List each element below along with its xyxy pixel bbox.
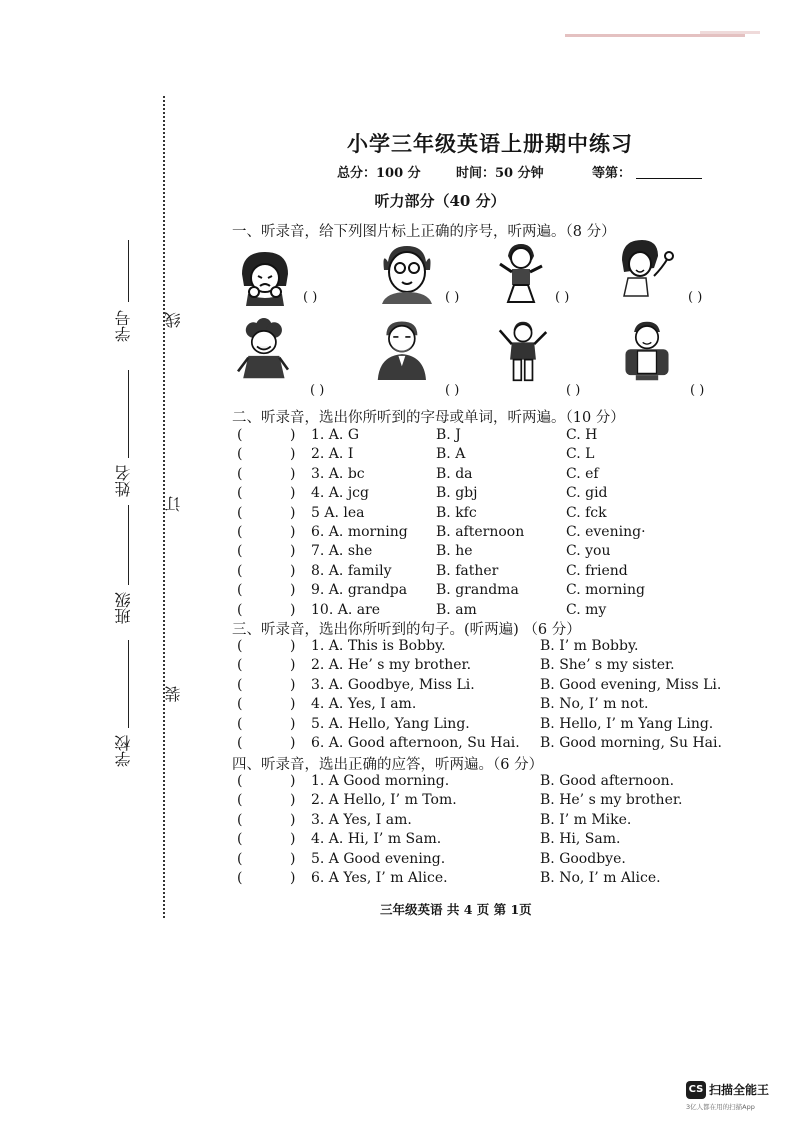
answer-paren-left[interactable]: (: [237, 735, 243, 751]
binding-char-staple: 订: [164, 496, 183, 512]
answer-paren-right[interactable]: ): [290, 543, 296, 560]
answer-paren[interactable]: ( ): [303, 290, 318, 305]
answer-paren[interactable]: ( ): [688, 290, 703, 305]
option-c: C. morning: [566, 582, 645, 599]
section-3-heading: 三、听录音，选出你所听到的句子。(听两遍) （6 分）: [232, 622, 581, 638]
option-a: 10. A. are: [311, 601, 381, 618]
option-c: C. my: [566, 601, 607, 618]
answer-paren-left[interactable]: (: [237, 870, 243, 886]
option-c: C. you: [566, 543, 611, 560]
old-man-glasses-icon: [376, 242, 438, 304]
option-b: B. She’ s my sister.: [540, 657, 675, 674]
camscanner-logo-icon: CS: [686, 1081, 706, 1099]
option-a: 4. A. Yes, I am.: [311, 696, 417, 713]
option-a: 3. A Yes, I am.: [311, 811, 412, 828]
answer-paren-right[interactable]: ): [290, 638, 296, 654]
answer-paren-right[interactable]: ): [290, 696, 296, 713]
answer-paren-right[interactable]: ): [290, 676, 296, 693]
option-a: 4. A. Hi, I’ m Sam.: [311, 831, 442, 848]
option-a: 1. A Good morning.: [311, 773, 450, 789]
option-a: 5. A Good evening.: [311, 850, 446, 867]
answer-paren-right[interactable]: ): [290, 524, 296, 540]
option-c: C. friend: [566, 562, 628, 579]
option-a: 7. A. she: [311, 543, 373, 560]
option-b: B. I’ m Bobby.: [540, 638, 639, 654]
answer-paren-left[interactable]: (: [237, 676, 243, 693]
answer-paren-left[interactable]: (: [237, 524, 243, 540]
option-b: B. kfc: [436, 504, 477, 521]
scan-artifact: [700, 31, 760, 34]
answer-paren-right[interactable]: ): [290, 582, 296, 599]
answer-paren-right[interactable]: ): [290, 870, 296, 886]
option-a: 1. A. G: [311, 427, 360, 443]
grade-label: 等第：: [592, 166, 632, 181]
option-b: B. No, I’ m not.: [540, 696, 649, 713]
option-b: B. gbj: [436, 485, 478, 502]
option-a: 6. A. morning: [311, 524, 408, 540]
answer-paren-right[interactable]: ): [290, 831, 296, 848]
answer-paren-left[interactable]: (: [237, 792, 243, 809]
answer-paren-right[interactable]: ): [290, 850, 296, 867]
option-b: B. am: [436, 601, 477, 618]
option-a: 5. A. Hello, Yang Ling.: [311, 715, 470, 732]
option-b: B. I’ m Mike.: [540, 811, 632, 828]
option-b: B. Hello, I’ m Yang Ling.: [540, 715, 714, 732]
option-b: B. Goodbye.: [540, 850, 626, 867]
answer-paren-left[interactable]: (: [237, 582, 243, 599]
binding-label-class: 班级: [114, 592, 133, 624]
option-c: C. fck: [566, 504, 607, 521]
answer-paren-right[interactable]: ): [290, 504, 296, 521]
option-b: B. Good morning, Su Hai.: [540, 735, 722, 751]
binding-label-student-id: 学号: [114, 310, 133, 342]
answer-paren-right[interactable]: ): [290, 465, 296, 482]
option-c: C. L: [566, 446, 595, 463]
blank-line: [128, 240, 129, 302]
answer-paren-left[interactable]: (: [237, 562, 243, 579]
option-b: B. Good afternoon.: [540, 773, 675, 789]
option-a: 2. A. He’ s my brother.: [311, 657, 472, 674]
option-a: 1. A. This is Bobby.: [311, 638, 446, 654]
binding-label-school: 学校: [114, 735, 133, 767]
grandpa-icon: [370, 318, 432, 380]
answer-paren-right[interactable]: ): [290, 811, 296, 828]
answer-paren-right[interactable]: ): [290, 601, 296, 618]
answer-paren[interactable]: ( ): [690, 383, 705, 398]
answer-paren-right[interactable]: ): [290, 715, 296, 732]
answer-paren-left[interactable]: (: [237, 601, 243, 618]
section-2-heading: 二、听录音，选出你所听到的字母或单词，听两遍。（10 分）: [232, 410, 625, 426]
answer-paren-right[interactable]: ): [290, 792, 296, 809]
answer-paren-left[interactable]: (: [237, 446, 243, 463]
answer-paren-right[interactable]: ): [290, 562, 296, 579]
answer-paren-left[interactable]: (: [237, 657, 243, 674]
answer-paren-right[interactable]: ): [290, 427, 296, 443]
boy-with-bag-icon: [492, 320, 554, 382]
option-a: 8. A. family: [311, 562, 392, 579]
boy-backpack-icon: [616, 320, 678, 382]
option-a: 2. A. I: [311, 446, 354, 463]
answer-paren[interactable]: ( ): [445, 383, 460, 398]
option-a: 3. A. bc: [311, 465, 365, 482]
blank-line: [128, 640, 129, 728]
answer-paren-right[interactable]: ): [290, 446, 296, 463]
answer-paren-left[interactable]: (: [237, 427, 243, 443]
option-c: C. ef: [566, 465, 599, 482]
option-a: 2. A Hello, I’ m Tom.: [311, 792, 457, 809]
answer-paren-left[interactable]: (: [237, 696, 243, 713]
option-a: 3. A. Goodbye, Miss Li.: [311, 676, 475, 693]
answer-paren-left[interactable]: (: [237, 485, 243, 502]
answer-paren-left[interactable]: (: [237, 504, 243, 521]
girl-hello-icon: [614, 238, 676, 300]
girl-waving-icon: [490, 242, 552, 304]
blank-line: [128, 370, 129, 458]
option-b: B. Hi, Sam.: [540, 831, 621, 848]
page-footer: 三年级英语 共 4 页 第 1页: [380, 902, 532, 917]
answer-paren-right[interactable]: ): [290, 773, 296, 789]
answer-paren-left[interactable]: (: [237, 638, 243, 654]
scanner-watermark: [686, 1079, 769, 1099]
option-b: B. Good evening, Miss Li.: [540, 676, 722, 693]
option-b: B. da: [436, 465, 473, 482]
option-a: 4. A. jcg: [311, 485, 369, 502]
page-title: 小学三年级英语上册期中练习: [347, 131, 633, 156]
girl-curly-hair-icon: [232, 318, 294, 380]
answer-paren-left[interactable]: (: [237, 811, 243, 828]
option-a: 6. A Yes, I’ m Alice.: [311, 870, 448, 886]
total-score: 总分：100 分: [337, 166, 421, 181]
binding-label-name: 姓名: [114, 465, 133, 497]
option-c: C. H: [566, 427, 598, 443]
blank-line: [128, 505, 129, 585]
option-a: 5 A. lea: [311, 504, 365, 521]
binding-char-bind: 装: [164, 686, 183, 702]
time-limit: 时间：50 分钟: [456, 166, 544, 181]
section-1-heading: 一、听录音，给下列图片标上正确的序号，听两遍。（8 分）: [232, 224, 616, 240]
answer-paren-left[interactable]: (: [237, 543, 243, 560]
section-4-heading: 四、听录音，选出正确的应答，听两遍。（6 分）: [232, 757, 544, 773]
answer-paren-left[interactable]: (: [237, 831, 243, 848]
watermark-name: 扫描全能王: [709, 1083, 770, 1097]
option-b: B. He’ s my brother.: [540, 792, 683, 809]
option-b: B. No, I’ m Alice.: [540, 870, 661, 886]
option-c: C. gid: [566, 485, 608, 502]
part-heading: 听力部分（40 分）: [374, 192, 506, 210]
girl-crying-icon: [234, 246, 296, 308]
watermark-tagline: 3亿人都在用的扫描App: [686, 1103, 755, 1111]
answer-paren-right[interactable]: ): [290, 657, 296, 674]
option-b: B. afternoon: [436, 524, 525, 540]
answer-paren-left[interactable]: (: [237, 773, 243, 789]
option-b: B. J: [436, 427, 461, 443]
answer-paren-right[interactable]: ): [290, 735, 296, 751]
grade-blank: [636, 178, 702, 179]
option-b: B. grandma: [436, 582, 519, 599]
option-a: 9. A. grandpa: [311, 582, 408, 599]
option-b: B. father: [436, 562, 499, 579]
answer-paren-right[interactable]: ): [290, 485, 296, 502]
scan-artifact: [565, 34, 745, 37]
option-a: 6. A. Good afternoon, Su Hai.: [311, 735, 520, 751]
option-b: B. he: [436, 543, 473, 560]
answer-paren-left[interactable]: (: [237, 715, 243, 732]
answer-paren[interactable]: ( ): [555, 290, 570, 305]
answer-paren-left[interactable]: (: [237, 850, 243, 867]
answer-paren[interactable]: ( ): [566, 383, 581, 398]
answer-paren-left[interactable]: (: [237, 465, 243, 482]
binding-char-line: 线: [164, 312, 183, 328]
answer-paren[interactable]: ( ): [310, 383, 325, 398]
answer-paren[interactable]: ( ): [445, 290, 460, 305]
option-b: B. A: [436, 446, 466, 463]
option-c: C. evening·: [566, 524, 646, 540]
